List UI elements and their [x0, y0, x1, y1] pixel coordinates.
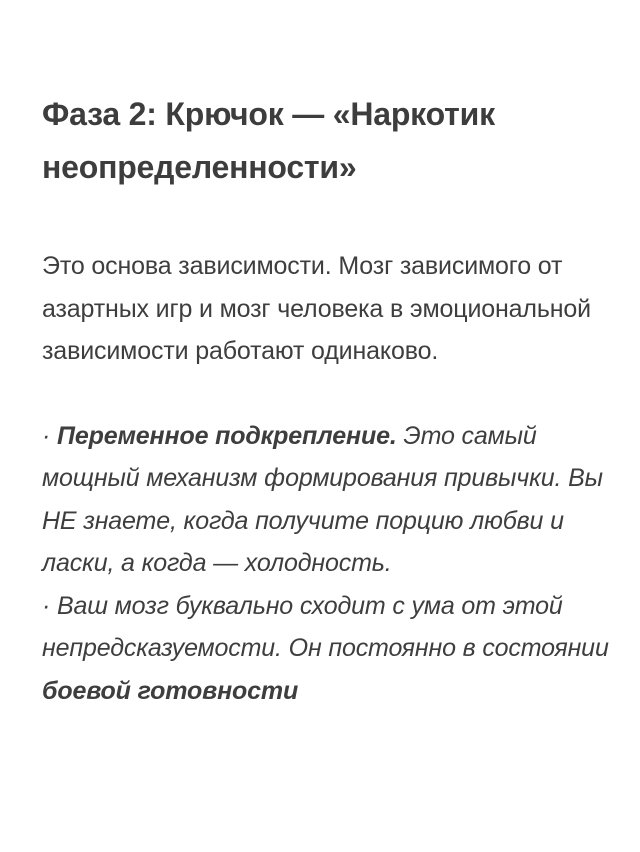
bullet-marker: · [42, 421, 57, 450]
bullet-marker: · [42, 591, 57, 620]
bullet-list [42, 415, 612, 713]
list-item-text: Ваш мозг буквально сходит с ума от этой непредсказуемости. Он постоянно в состоянии [42, 591, 609, 662]
list-item [42, 415, 612, 585]
page-title: Фаза 2: Крючок — «Наркотик неопределенности» [42, 96, 495, 185]
intro-paragraph: Это основа зависимости. Мозг зависимого от азартных игр и мозг человека в эмоциональной зависимости работают одинаково. [42, 252, 591, 365]
article [42, 88, 612, 712]
bold-lead-text: Переменное подкрепление. [56, 421, 397, 450]
list-item-text: Это самый мощный механизм формирования привычки. Вы НЕ знаете, когда получите порцию любви и ласки, а когда — холодность. [42, 421, 603, 577]
bold-tail-text: боевой готовности [42, 676, 299, 705]
list-item [42, 585, 612, 713]
